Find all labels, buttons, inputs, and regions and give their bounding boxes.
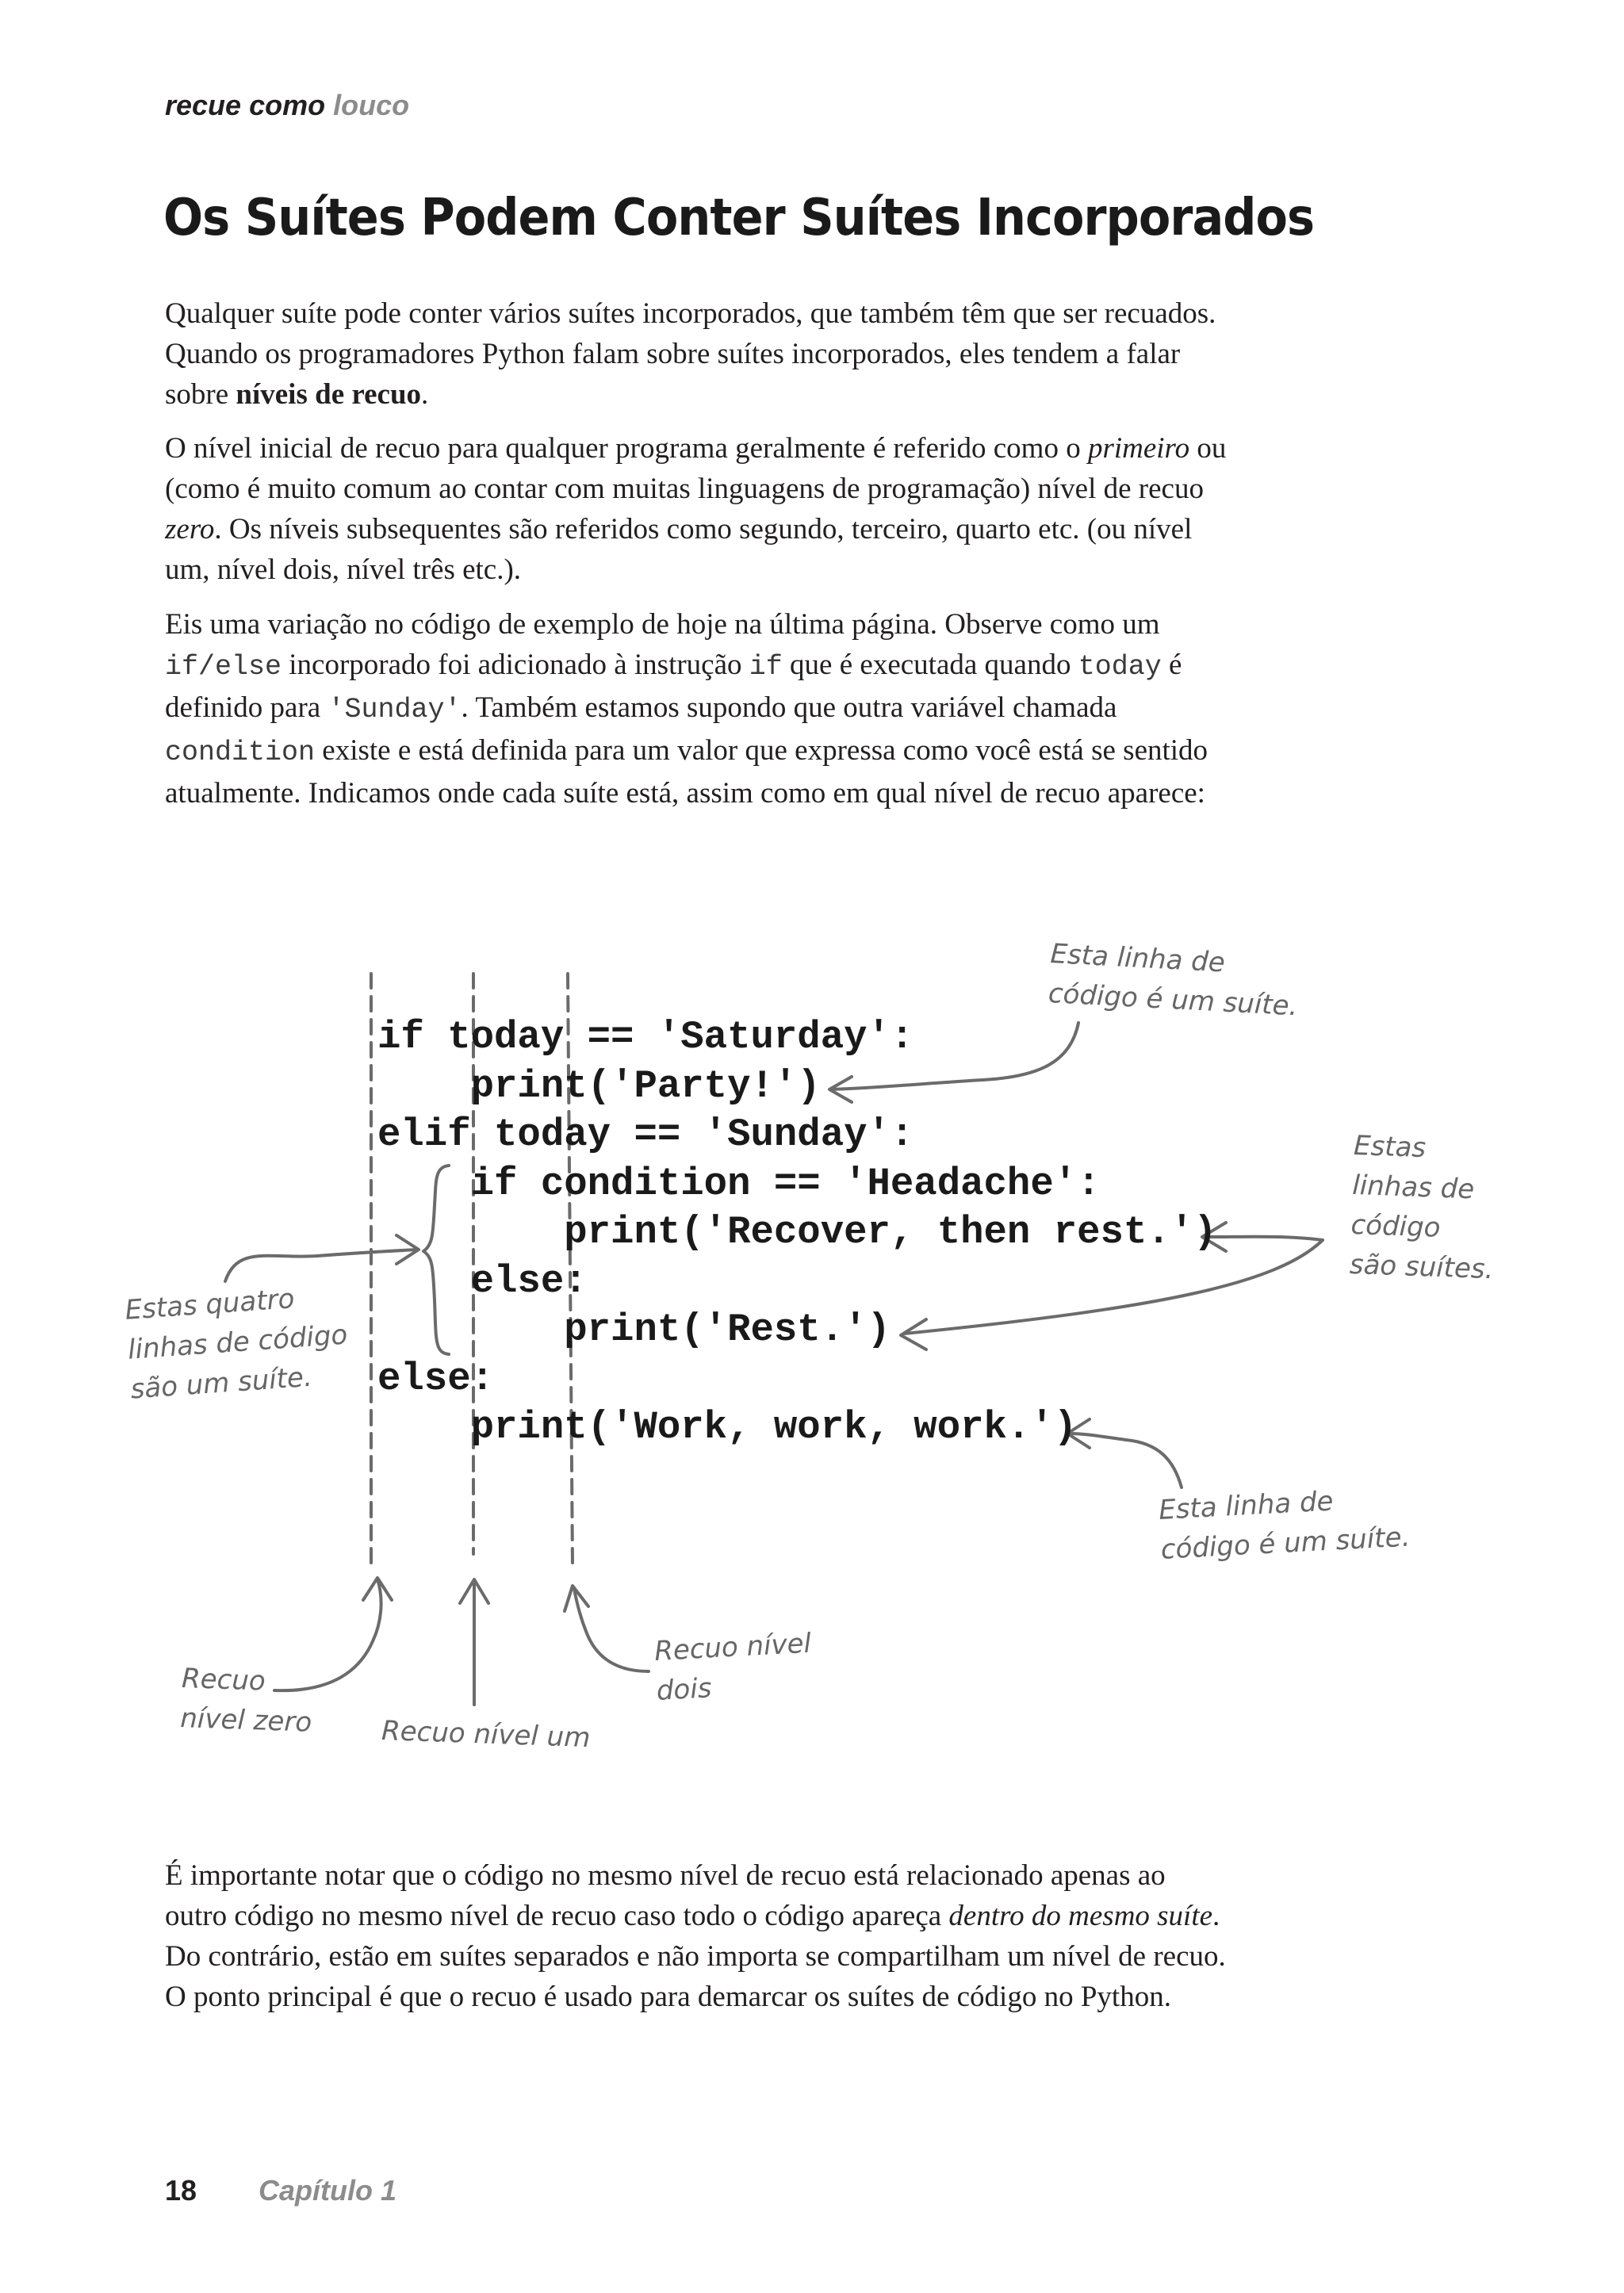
text: . Os níveis subsequentes são referidos como segundo, terceiro, quarto etc. (ou nível um, nível dois, nível três etc.). (165, 513, 1193, 586)
italic-term: dentro do mesmo suíte (948, 1900, 1213, 1932)
inline-code: if (749, 651, 783, 683)
note-left: Estas quatro linhas de código são um suíte. (124, 1283, 349, 1406)
arrow-right-upper (1205, 1237, 1323, 1240)
header-accent: louco (333, 89, 410, 121)
code-example: if today == 'Saturday': print('Party!') elif today == 'Sunday': if condition == 'Headache': print('Recover, then rest.') else: print('Rest.') else: print('Work, work, work.') (377, 1015, 1217, 1449)
text: existe e está definida para um valor que expressa como você está se sentido atualmente. Indicamos onde cada suíte está, assim como em qual nível de recuo aparece: (165, 734, 1208, 810)
note-level-one: Recuo nível um (381, 1714, 592, 1755)
chapter-label: Capítulo 1 (259, 2174, 397, 2207)
text: que é executada quando (782, 649, 1078, 681)
bold-term: níveis de recuo (236, 378, 422, 411)
text: incorporado foi adicionado à instrução (282, 649, 749, 681)
note-top-right: Esta linha de código é um suíte. (1048, 937, 1299, 1023)
note-level-zero: Recuo nível zero (179, 1662, 312, 1739)
italic-term: primeiro (1087, 432, 1190, 465)
text: . Também estamos supondo que outra variável chamada (461, 691, 1117, 724)
inline-code: today (1078, 651, 1162, 683)
page-number: 18 (165, 2174, 197, 2207)
text: é definido para (165, 649, 1182, 724)
inline-code: 'Sunday' (327, 694, 462, 725)
text: . Do contrário, estão em suítes separados e não importa se compartilham um nível de recuo. O ponto principal é que o recuo é usado para demarcar os suítes de código no Python. (165, 1900, 1226, 2013)
header-prefix: recue como (165, 89, 334, 121)
note-right: Estas linhas de código são suítes. (1349, 1129, 1495, 1286)
text: ou (como é muito comum ao contar com muitas linguagens de programação) nível de recuo (165, 432, 1227, 505)
note-bottom-right: Esta linha de código é um suíte. (1158, 1485, 1411, 1566)
italic-term: zero (165, 513, 215, 545)
text: O nível inicial de recuo para qualquer programa geralmente é referido como o (165, 432, 1088, 465)
paragraph-4 (165, 1855, 1228, 2017)
page-title: Os Suítes Podem Conter Suítes Incorporados (163, 189, 1315, 247)
text: . (421, 378, 429, 411)
note-level-two: Recuo nível dois (653, 1627, 812, 1707)
text: É importante notar que o código no mesmo nível de recuo está relacionado apenas ao outro código no mesmo nível de recuo caso todo o código apareça (165, 1859, 1166, 1932)
text: Eis uma variação no código de exemplo de hoje na última página. Observe como um (165, 608, 1160, 641)
inline-code: condition (165, 737, 316, 768)
text: Qualquer suíte pode conter vários suítes incorporados, que também têm que ser recuados. Quando os programadores Python falam sobre suítes incorporados, eles tendem a falar sobre (165, 297, 1216, 411)
inline-code: if/else (165, 651, 282, 683)
